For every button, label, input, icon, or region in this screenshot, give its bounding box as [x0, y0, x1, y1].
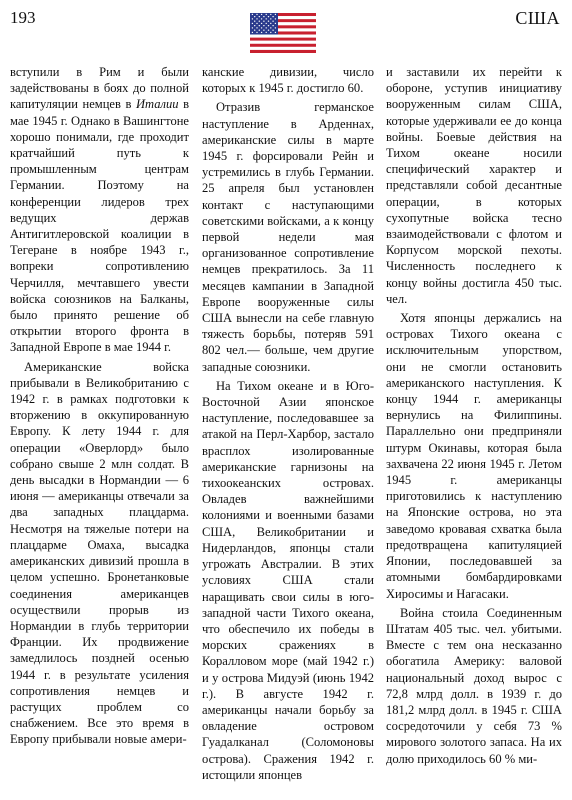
page-number: 193: [10, 8, 36, 27]
page-header: [0, 0, 572, 62]
paragraph: [10, 64, 189, 356]
text-column-2: [202, 64, 374, 783]
italic-text: Италии: [135, 97, 179, 112]
paragraph: Война стоила Соединенным Штатам 405 тыс. чел. убитыми. Вместе с тем она несказанно обогатила Америку: валовой национальный доход вырос с 72,8 млрд долл. в 1939 г. до 181,2 млрд долл. в 1945 г. США сосредоточили у себя 73 % мирового золотого запаса. На их долю приходилось 60 % ми-: [386, 605, 562, 766]
paragraph: На Тихом океане и в Юго-Восточной Азии японское наступление, последовавшее за атакой на Перл-Харбор, застало врасплох изолированные американские гарнизоны на тихоокеанских островах. Овладев важнейшими колониями и военными базами США, Великобритании и Нидерландов, японцы стали угрожать Австралии. В этих условиях США стали наращивать свои силы в юго-западной части Тихого океана, что обеспечило их победы в морских сражениях в Коралловом море (май 1942 г.) и у острова Мидуэй (июнь 1942 г.). В августе 1942 г. американцы начали борьбу за овладение островом Гуадалканал (Соломоновы острова). Сражения 1942 г. истощили японцев: [202, 378, 374, 782]
text-span: в мае 1945 г. Однако в Вашингтоне хорошо понимали, где проходит кратчайший путь к промышленным центрам Германии. Поэтому на конференции лидеров трех ведущих держав Антигитлеровской коалиции в Тегеране в ноябре 1943 г., вопреки сопротивлению Черчилля, мечтавшего увести войска союзников на Балканы, было принято решение об открытии второго фронта в Западной Европе в мае 1944 г.: [10, 97, 189, 355]
paragraph: и заставили их перейти к обороне, уступив инициативу вооруженным силам США, которые удерживали ее до конца войны. Боевые действия на Тихом океане носили специфический характер и представляли собой десантные операции, в которых сухопутные войска тесно взаимодействовали с флотом и Корпусом морской пехоты. Численность последнего к концу войны достигла 450 тыс. чел.: [386, 65, 562, 306]
paragraph: канские дивизии, число которых к 1945 г. достигло 60.: [202, 65, 374, 96]
text-span: вступили в Рим и были задействованы в боях до полной капитуляции немцев в: [10, 65, 189, 112]
paragraph: Хотя японцы держались на островах Тихого океана с исключительным упорством, они не смогли остановить американского наступления. К концу 1944 г. американцы вернулись на Филиппины. Параллельно они предприняли штурм Окинавы, которая была захвачена 22 июня 1945 г. Летом 1945 г. американцы приготовились к наступлению на Японские острова, но эта заведомо кровавая схватка была предотвращена капитуляцией Японии, последовавшей за атомными бомбардировками Хиросимы и Нагасаки.: [386, 311, 562, 601]
usa-flag-icon: [250, 13, 316, 53]
paragraph: Отразив германское наступление в Арденнах, американские силы в марте 1945 г. форсировали Рейн и устремились в глубь Германии. 25 апреля был установлен контакт с наступающими советскими войсками, а к концу первой недели мая организованное сопротивление немцев прекратилось. За 11 месяцев кампании в Западной Европе вооруженные силы США вынесли на себе главную тяжесть борьбы, потеряв 591 802 чел.— больше, чем другие западные союзники.: [202, 100, 374, 374]
text-column-1: [10, 64, 189, 748]
paragraph: Американские войска прибывали в Великобританию с 1942 г. в рамках подготовки к вторжению в оккупированную Европу. К лету 1944 г. для операции «Оверлорд» было собрано свыше 2 млн солдат. В день высадки в Нормандии — 6 июня — американцы отвечали за два западных плацдарма. Несмотря на тяжелые потери на плацдарме Омаха, высадка американских дивизий прошла в целом успешно. Бронетанковые соединения американцев осуществили прорыв из Нормандии в глубь территории Франции. Их продвижение замедлилось поздней осенью 1944 г. в результате усиления сопротивления немцев и растущих проблем со снабжением. Все это время в Европу прибывали новые амери-: [10, 359, 189, 747]
running-title: США: [515, 8, 560, 28]
text-column-3: [386, 64, 562, 767]
